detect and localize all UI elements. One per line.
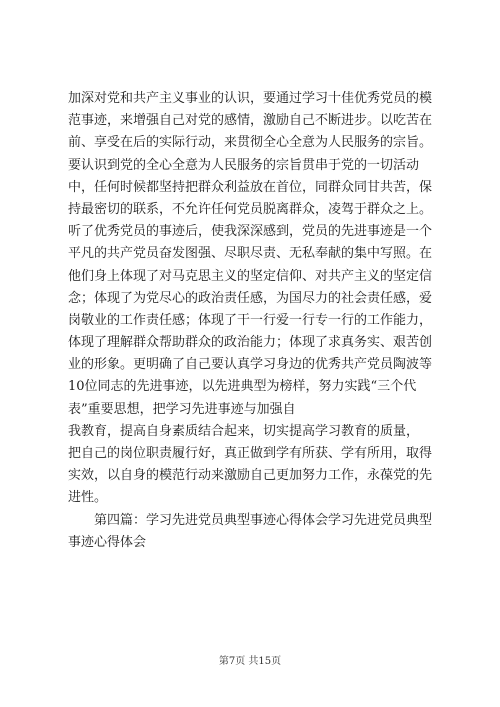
- text-line: 加深对党和共产主义事业的认识，要通过学习十佳优秀党员的模: [68, 91, 433, 106]
- heading-line: 事迹心得体会: [68, 534, 147, 550]
- page-number: 第7页 共15页: [218, 656, 282, 667]
- text-line: 要认识到党的全心全意为人民服务的宗旨贯串于党的一切活动: [68, 157, 420, 173]
- text-line: 听了优秀党员的事迹后，使我深深感到，党员的先进事迹是一个: [68, 224, 433, 240]
- text-line: 实效，以自身的模范行动来激励自己更加努力工作，永葆党的先: [68, 468, 433, 484]
- paragraph: [68, 421, 444, 510]
- text-line: 平凡的共产党员奋发图强、尽职尽责、无私奉献的集中写照。在: [68, 246, 433, 262]
- heading-line: 第四篇：学习先进党员典型事迹心得体会学习先进党员典型: [94, 512, 433, 528]
- text-line: 10位同志的先进事迹，以先进典型为榜样，努力实践“三个代: [68, 379, 417, 395]
- text-line: 念；体现了为党尽心的政治责任感，为国尽力的社会责任感，爱: [68, 290, 433, 306]
- text-line: 我教育，提高自身素质结合起来，切实提高学习教育的质量，: [68, 423, 420, 439]
- text-line: 中，任何时候都坚持把群众利益放在首位，同群众同甘共苦，保: [68, 179, 433, 195]
- document-body: [68, 88, 444, 554]
- text-line: 把自己的岗位职责履行好，真正做到学有所获、学有所用，取得: [68, 446, 433, 461]
- text-line: 业的形象。更明确了自己要认真学习身边的优秀共产党员陶波等: [68, 357, 433, 373]
- text-line: 进性。: [68, 490, 108, 506]
- text-line: 前、享受在后的实际行动，来贯彻全心全意为人民服务的宗旨。: [68, 135, 433, 151]
- paragraph: [68, 88, 444, 421]
- section-heading: [68, 510, 444, 554]
- text-line: 范事迹，来增强自己对党的感情，激励自己不断进步。以吃苦在: [68, 113, 433, 129]
- text-line: 岗敬业的工作责任感；体现了干一行爱一行专一行的工作能力，: [68, 312, 433, 328]
- text-line: 体现了理解群众帮助群众的政治能力；体现了求真务实、艰苦创: [68, 335, 433, 351]
- text-line: 他们身上体现了对马克思主义的坚定信仰、对共产主义的坚定信: [68, 268, 433, 284]
- text-line: 持最密切的联系，不允许任何党员脱离群众，凌驾于群众之上。: [68, 201, 433, 217]
- text-line: 表”重要思想，把学习先进事迹与加强自: [68, 401, 296, 417]
